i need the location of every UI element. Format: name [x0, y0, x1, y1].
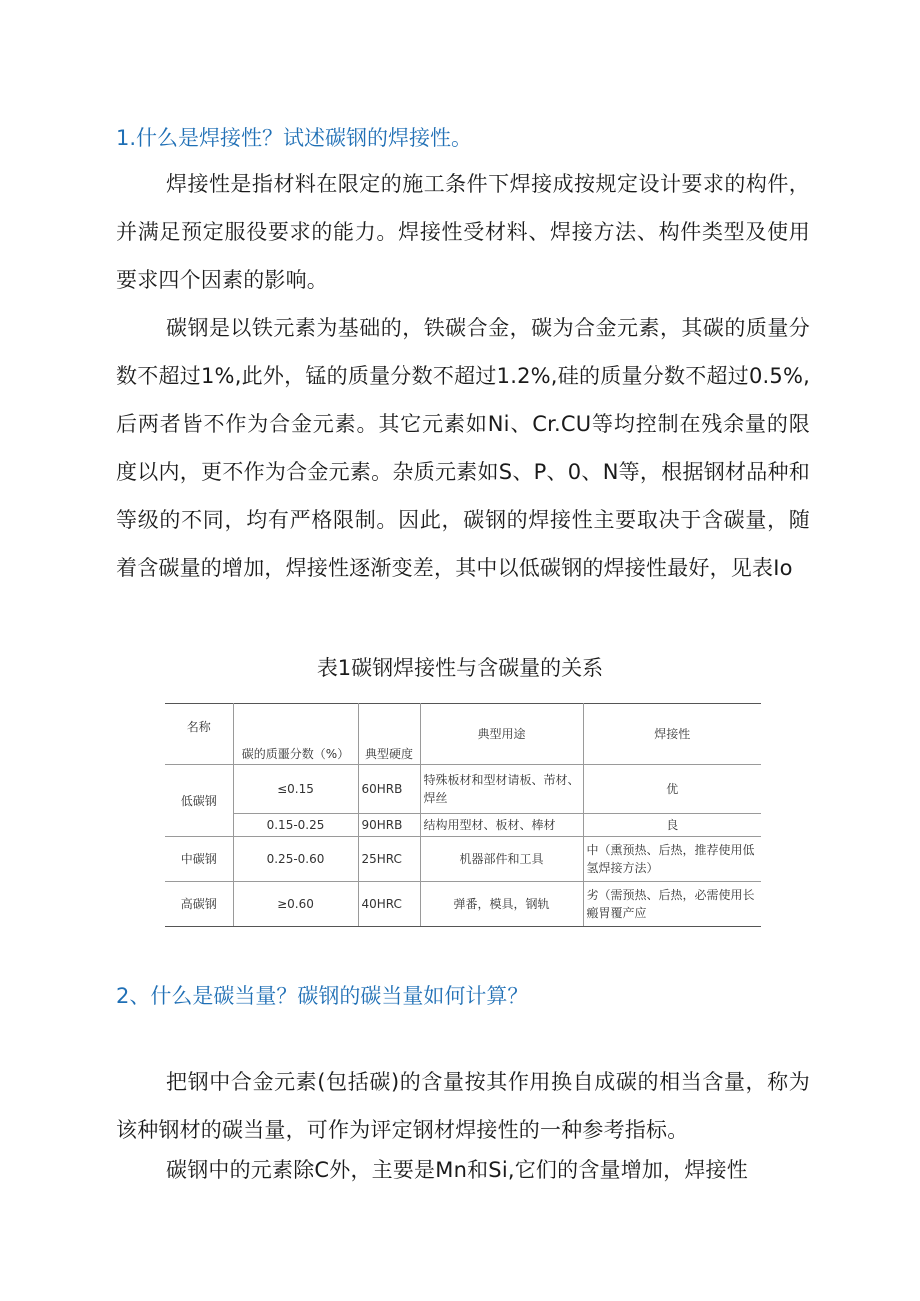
carbon-equivalent-definition-paragraph: 把钢中合金元素(包括碳)的含量按其作用换自成碳的相当含量，称为该种钢材的碳当量，可作为评定钢材焊接性的一种参考指标。 [116, 1070, 810, 1142]
header-usage: 典型用途 [420, 704, 583, 765]
header-name: 名称 [165, 704, 233, 765]
section-1-heading: 1.什么是焊接性？试述碳钢的焊接性。 [116, 126, 473, 150]
cell-hardness: 40HRC [358, 882, 420, 927]
cell-carbon: 0.15-0.25 [233, 814, 358, 837]
table-row [165, 882, 761, 927]
cell-carbon: 0.25-0.60 [233, 837, 358, 882]
cell-weldability: 劣（需预热、后热，必需使用长瘢胃覆产应 [583, 882, 761, 927]
table-row [165, 765, 761, 814]
section-2-heading: 2、什么是碳当量？碳钢的碳当量如何计算？ [116, 984, 529, 1008]
header-hardness: 典型硬度 [358, 704, 420, 765]
cell-usage: 机器部件和工具 [420, 837, 583, 882]
table-row [165, 837, 761, 882]
cell-name: 高碳钢 [165, 882, 233, 927]
weldability-table [165, 703, 761, 927]
cell-weldability: 优 [583, 765, 761, 814]
table-row [165, 814, 761, 837]
table-caption: 表1碳钢焊接性与含碳量的关系 [316, 656, 604, 680]
header-carbon: 碳的质噩分数（%） [233, 704, 358, 765]
carbon-steel-elements-paragraph: 碳钢中的元素除C外，主要是Mn和Si,它们的含量增加，焊接性 [166, 1158, 748, 1182]
cell-name: 低碳钢 [165, 765, 233, 837]
cell-name: 中碳钢 [165, 837, 233, 882]
header-weldability: 焊接性 [583, 704, 761, 765]
cell-hardness: 90HRB [358, 814, 420, 837]
cell-carbon: ≤0.15 [233, 765, 358, 814]
cell-carbon: ≥0.60 [233, 882, 358, 927]
weldability-definition-paragraph: 焊接性是指材料在限定的施工条件下焊接成按规定设计要求的构件，并满足预定服役要求的能力。焊接性受材料、焊接方法、构件类型及使用要求四个因素的影响。 [116, 172, 810, 292]
cell-usage: 特殊板材和型材请板、芾材、焊丝 [420, 765, 583, 814]
cell-usage: 弹番，模具，钢轨 [420, 882, 583, 927]
cell-hardness: 25HRC [358, 837, 420, 882]
cell-weldability: 中（熏预热、后热，推荐使用低氢焊接方法） [583, 837, 761, 882]
cell-weldability: 良 [583, 814, 761, 837]
table-header-row [165, 704, 761, 765]
cell-hardness: 60HRB [358, 765, 420, 814]
carbon-steel-paragraph: 碳钢是以铁元素为基础的，铁碳合金，碳为合金元素，其碳的质量分数不超过1%,此外，锰的质量分数不超过1.2%,硅的质量分数不超过0.5%,后两者皆不作为合金元素。其它元素如Ni、Cr.CU等均控制在残余量的限度以内，更不作为合金元素。杂质元素如S、P、0、N等，根据钢材品种和等级的不同，均有严格限制。因此，碳钢的焊接性主要取决于含碳量，随着含碳量的增加，焊接性逐渐变差，其中以低碳钢的焊接性最好，见表Io [116, 316, 810, 580]
cell-usage: 结构用型材、板材、棒材 [420, 814, 583, 837]
